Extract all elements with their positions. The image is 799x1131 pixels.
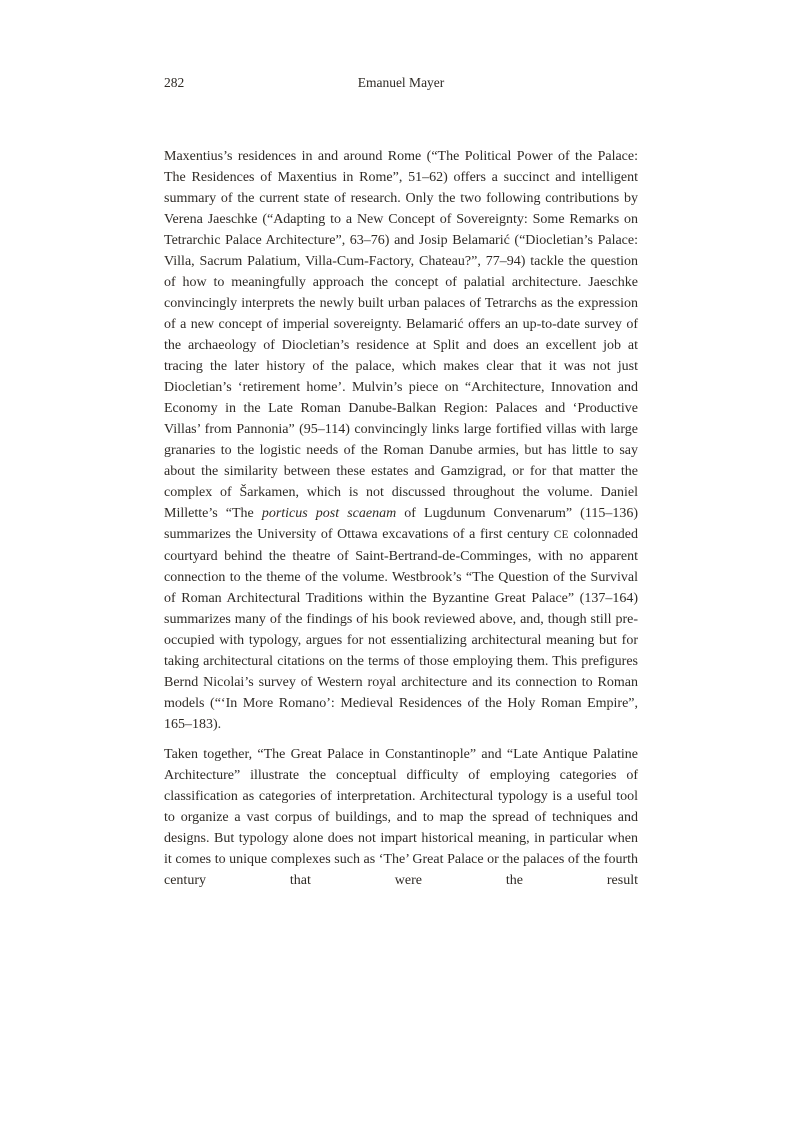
text-run: colonnaded courtyard behind the theatre of Saint-Bertrand-de-Comminges, with no apparent connection to the theme of the volume. Westbrook’s “The Question of the Survival of Roman Architectural Traditions within the Byzantine Great Palace” (137–164) summarizes many of the findings of his book reviewed above, and, though still pre-occupied with typology, argues for not essentializing architectural meaning but for taking architectural citations on the terms of those employing them. This prefigures Bernd Nicolai’s survey of Western royal architecture and its connection to Roman models (“‘In More Romano’: Medieval Residences of the Holy Roman Empire”, 165–183). <box>164 527 638 732</box>
text-run: Taken together, “The Great Palace in Constantinople” and “Late Antique Palatine Architecture” illustrate the conceptual difficulty of employing categories of classification as categories of interpretation. Architectural typology is a useful tool to organize a vast corpus of buildings, and to map the spread of techniques and designs. But typology alone does not impart historical meaning, in particular when it comes to unique complexes such as ‘The’ Great Palace or the palaces of the fourth century that were the result <box>164 747 638 888</box>
running-header-title: Emanuel Mayer <box>357 75 445 90</box>
italic-text-run: porticus post scaenam <box>261 506 397 521</box>
page-header <box>164 74 638 92</box>
body-paragraph-1 <box>164 146 638 735</box>
body-paragraphs <box>164 146 638 891</box>
page-body <box>164 146 638 891</box>
text-column <box>164 74 638 900</box>
smallcaps-text-run: CE <box>553 529 569 541</box>
page-number: 282 <box>164 75 185 90</box>
text-run: of Lugdunum Convenarum” (115–136) summarizes the University of Ottawa excavations of a first century <box>164 506 638 542</box>
text-run: Maxentius’s residences in and around Rome (“The Political Power of the Palace: The Residences of Maxentius in Rome”, 51–62) offers a succinct and intelligent summary of the current state of research. Only the two following contributions by Verena Jaeschke (“Adapting to a New Concept of Sovereignty: Some Remarks on Tetrarchic Palace Architecture”, 63–76) and Josip Belamarić (“Diocletian’s Palace: Villa, Sacrum Palatium, Villa-Cum-Factory, Chateau?”, 77–94) tackle the question of how to meaningfully approach the concept of palatial architecture. Jaeschke convincingly interprets the newly built urban palaces of Tetrarchs as the expression of a new concept of imperial sovereignty. Belamarić offers an up-to-date survey of the archaeology of Diocletian’s residence at Split and does an excellent job at tracing the later history of the palace, which makes clear that it was not just Diocletian’s ‘retirement home’. Mulvin’s piece on “Architecture, Innovation and Economy in the Late Roman Danube-Balkan Region: Palaces and ‘Productive Villas’ from Pannonia” (95–114) convincingly links large fortified villas with large granaries to the logistic needs of the Roman Danube armies, but has little to say about the similarity between these estates and Gamzigrad, or for that matter the complex of Šarkamen, which is not discussed throughout the volume. Daniel Millette’s “The <box>164 149 638 521</box>
body-paragraph-2 <box>164 744 638 891</box>
